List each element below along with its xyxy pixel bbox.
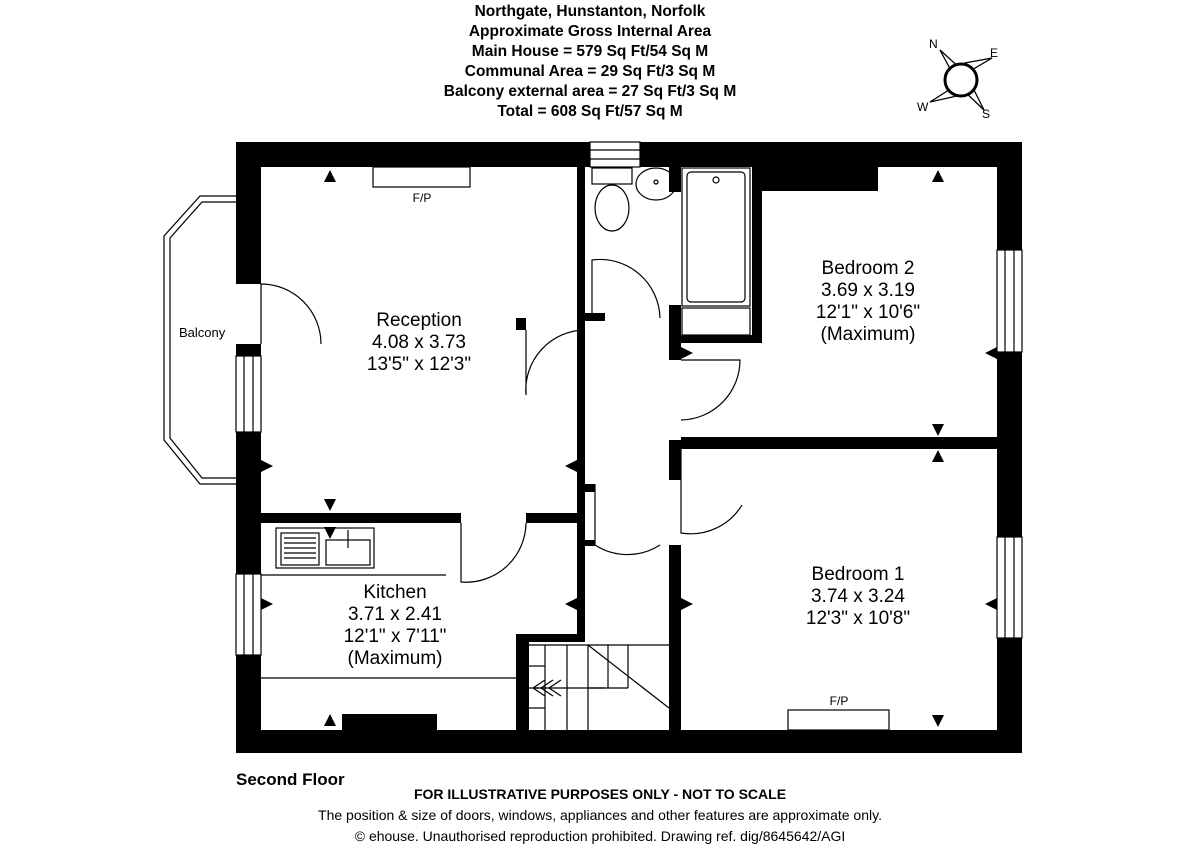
compass-e: E: [990, 46, 999, 60]
balcony-outline: [164, 196, 236, 484]
bedroom1-imperial: 12'3" x 10'8": [805, 608, 911, 629]
reception-imperial: 13'5" x 12'3": [366, 354, 472, 375]
balcony-area: Balcony external area = 27 Sq Ft/3 Sq M: [443, 83, 737, 100]
bedroom2-metric: 3.69 x 3.19: [820, 280, 916, 301]
reception-name: Reception: [376, 310, 462, 331]
main-house-area: Main House = 579 Sq Ft/54 Sq M: [471, 43, 709, 60]
bedroom2-name: Bedroom 2: [821, 258, 915, 279]
copyright-note: © ehouse. Unauthorised reproduction prohibited. Drawing ref. dig/8645642/AGI: [354, 828, 846, 844]
bedroom1-metric: 3.74 x 3.24: [810, 586, 906, 607]
fireplace-label-bedroom1: F/P: [829, 694, 849, 708]
footer: [240, 784, 960, 847]
kitchen-name: Kitchen: [363, 582, 427, 603]
bedroom1-name: Bedroom 1: [811, 564, 905, 585]
floor-label: Second Floor: [236, 770, 345, 789]
approximation-note: The position & size of doors, windows, appliances and other features are approximate only.: [318, 807, 882, 823]
bedroom2-imperial: 12'1" x 10'6": [815, 302, 921, 323]
compass-s: S: [982, 107, 991, 121]
compass-w: W: [917, 100, 929, 114]
kitchen-imperial: 12'1" x 7'11": [343, 626, 447, 647]
compass-n: N: [929, 37, 938, 51]
address-title: Northgate, Hunstanton, Norfolk: [474, 3, 706, 20]
fireplace-label-reception: F/P: [412, 191, 432, 205]
compass-icon: [917, 37, 998, 121]
bedroom2-note: (Maximum): [820, 324, 916, 345]
kitchen-metric: 3.71 x 2.41: [347, 604, 443, 625]
staircase: [529, 645, 669, 730]
reception-metric: 4.08 x 3.73: [371, 332, 467, 353]
communal-area: Communal Area = 29 Sq Ft/3 Sq M: [464, 63, 716, 80]
kitchen-note: (Maximum): [347, 648, 443, 669]
total-area: Total = 608 Sq Ft/57 Sq M: [497, 103, 683, 120]
disclaimer: FOR ILLUSTRATIVE PURPOSES ONLY - NOT TO SCALE: [413, 786, 787, 802]
area-title: Approximate Gross Internal Area: [468, 23, 712, 40]
balcony-label: Balcony: [179, 325, 226, 340]
